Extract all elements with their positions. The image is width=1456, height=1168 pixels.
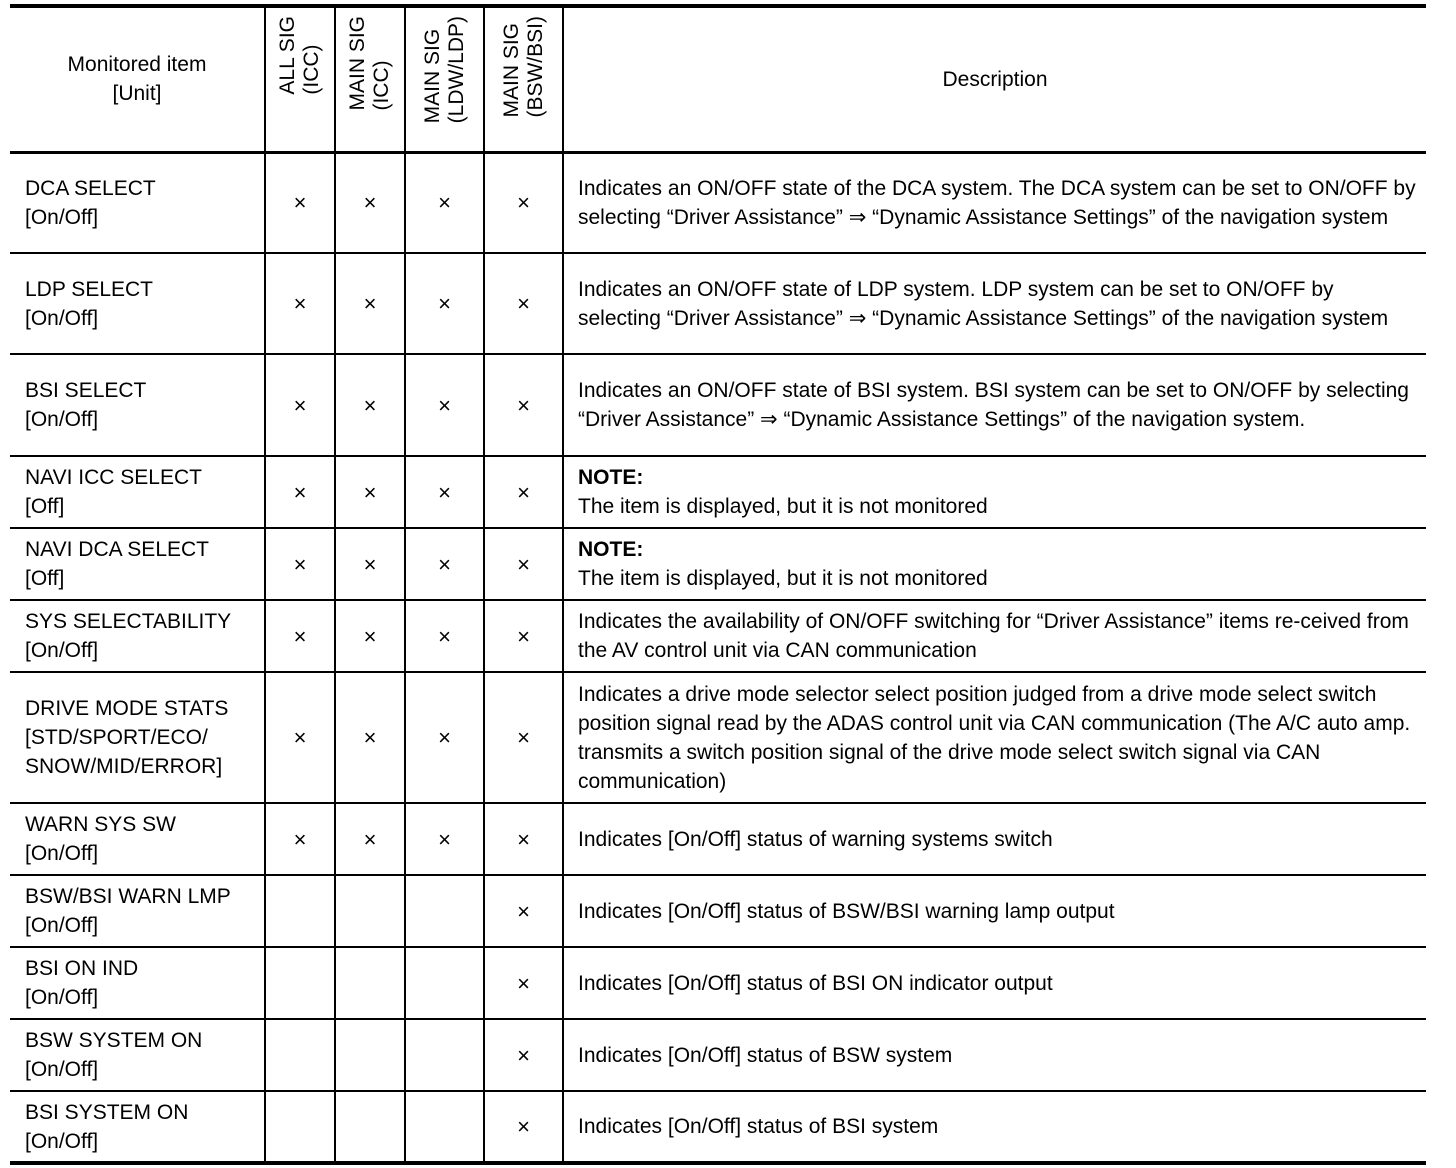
table-row xyxy=(10,1091,1426,1163)
signal-mark-col-4: × xyxy=(484,152,563,253)
signal-mark-col-3: × xyxy=(405,354,484,456)
signal-mark-col-2 xyxy=(335,1019,405,1091)
signal-mark-col-3 xyxy=(405,1019,484,1091)
signal-mark-col-4: × xyxy=(484,1091,563,1163)
monitored-item-cell xyxy=(10,947,265,1019)
description-cell xyxy=(563,875,1426,947)
signal-mark-col-3: × xyxy=(405,253,484,354)
description-cell xyxy=(563,152,1426,253)
table-row xyxy=(10,672,1426,803)
signal-mark-col-2: × xyxy=(335,672,405,803)
item-name: BSI ON IND xyxy=(25,957,139,980)
signal-mark-col-4: × xyxy=(484,672,563,803)
monitored-item-cell xyxy=(10,456,265,528)
item-name: NAVI ICC SELECT xyxy=(25,466,202,489)
item-unit: [Off] xyxy=(25,567,65,590)
signal-mark-col-4: × xyxy=(484,803,563,875)
signal-mark-col-2: × xyxy=(335,152,405,253)
signal-mark-col-1 xyxy=(265,947,335,1019)
item-name: DRIVE MODE STATS xyxy=(25,697,229,720)
description-cell xyxy=(563,1091,1426,1163)
item-unit: [On/Off] xyxy=(25,306,99,330)
monitor-item-table xyxy=(10,4,1426,1165)
signal-mark-col-2: × xyxy=(335,600,405,672)
table-row xyxy=(10,803,1426,875)
description-text: Indicates a drive mode selector select position judged from a drive mode select switch position signal read by the ADAS control unit via CAN communication (The A/C auto amp. transmits a switch position signal of the drive mode select switch signal via CAN communication) xyxy=(578,682,1411,793)
item-name: BSW SYSTEM ON xyxy=(25,1029,203,1052)
description-text: Indicates [On/Off] status of BSW system xyxy=(578,1043,953,1067)
table-row xyxy=(10,600,1426,672)
monitor-table-container xyxy=(10,4,1426,1165)
description-text: Indicates [On/Off] status of BSI ON indicator output xyxy=(578,971,1053,995)
signal-mark-col-4: × xyxy=(484,528,563,600)
monitored-item-cell xyxy=(10,672,265,803)
table-row xyxy=(10,152,1426,253)
signal-mark-col-3 xyxy=(405,1091,484,1163)
signal-mark-col-3: × xyxy=(405,803,484,875)
signal-mark-col-4: × xyxy=(484,875,563,947)
item-name: BSW/BSI WARN LMP xyxy=(25,885,231,908)
signal-mark-col-1 xyxy=(265,875,335,947)
description-text: Indicates an ON/OFF state of BSI system. BSI system can be set to ON/OFF by selecting “Driver Assistance” ⇒ “Dynamic Assistance Settings” of the navigation system. xyxy=(578,379,1409,431)
signal-mark-col-2: × xyxy=(335,456,405,528)
monitored-item-header xyxy=(10,6,265,152)
description-cell xyxy=(563,354,1426,456)
item-unit: [On/Off] xyxy=(25,1129,99,1153)
signal-mark-col-2: × xyxy=(335,253,405,354)
item-name: NAVI DCA SELECT xyxy=(25,538,209,561)
monitored-item-cell xyxy=(10,1019,265,1091)
table-header-row xyxy=(10,6,1426,152)
signal-mark-col-1: × xyxy=(265,456,335,528)
signal-mark-col-1: × xyxy=(265,803,335,875)
col-main-sig-icc-header: MAIN SIG (ICC) xyxy=(335,6,405,152)
item-name: DCA SELECT xyxy=(25,176,156,200)
description-text: Indicates an ON/OFF state of the DCA system. The DCA system can be set to ON/OFF by selecting “Driver Assistance” ⇒ “Dynamic Assistance Settings” of the navigation system xyxy=(578,176,1416,229)
monitored-item-cell xyxy=(10,600,265,672)
description-text: The item is displayed, but it is not monitored xyxy=(578,567,988,590)
description-text: Indicates [On/Off] status of warning systems switch xyxy=(578,827,1053,851)
description-text: Indicates the availability of ON/OFF switching for “Driver Assistance” items re-ceived from the AV control unit via CAN communication xyxy=(578,610,1409,662)
table-row xyxy=(10,875,1426,947)
item-unit: [On/Off] xyxy=(25,205,99,229)
note-label: NOTE: xyxy=(578,538,644,561)
signal-mark-col-4: × xyxy=(484,354,563,456)
item-unit: [On/Off] xyxy=(25,842,99,865)
table-row xyxy=(10,354,1426,456)
monitored-item-unit: [Unit] xyxy=(112,82,162,106)
signal-mark-col-4: × xyxy=(484,947,563,1019)
description-text: Indicates an ON/OFF state of LDP system. LDP system can be set to ON/OFF by selecting “Driver Assistance” ⇒ “Dynamic Assistance Settings” of the navigation system xyxy=(578,277,1389,330)
monitored-item-cell xyxy=(10,803,265,875)
item-unit: [On/Off] xyxy=(25,639,99,662)
monitored-item-cell xyxy=(10,528,265,600)
item-name: SYS SELECTABILITY xyxy=(25,610,232,633)
item-unit: [On/Off] xyxy=(25,408,99,431)
signal-mark-col-3: × xyxy=(405,672,484,803)
signal-mark-col-2: × xyxy=(335,528,405,600)
item-unit: [STD/SPORT/ECO/ SNOW/MID/ERROR] xyxy=(25,726,223,778)
table-row xyxy=(10,456,1426,528)
col-main-sig-bsw-bsi-header: MAIN SIG (BSW/BSI) xyxy=(484,6,563,152)
signal-mark-col-3: × xyxy=(405,600,484,672)
signal-mark-col-1: × xyxy=(265,600,335,672)
description-cell xyxy=(563,947,1426,1019)
signal-mark-col-1: × xyxy=(265,253,335,354)
monitored-item-cell xyxy=(10,152,265,253)
monitored-item-cell xyxy=(10,253,265,354)
description-text: Indicates [On/Off] status of BSI system xyxy=(578,1115,939,1138)
signal-mark-col-3: × xyxy=(405,528,484,600)
monitored-item-cell xyxy=(10,354,265,456)
description-cell xyxy=(563,528,1426,600)
signal-mark-col-1: × xyxy=(265,528,335,600)
signal-mark-col-2: × xyxy=(335,354,405,456)
signal-mark-col-4: × xyxy=(484,456,563,528)
signal-mark-col-1 xyxy=(265,1019,335,1091)
description-cell xyxy=(563,600,1426,672)
monitored-item-title: Monitored item xyxy=(67,53,207,77)
signal-mark-col-2 xyxy=(335,1091,405,1163)
description-cell xyxy=(563,672,1426,803)
item-unit: [Off] xyxy=(25,495,65,518)
description-text: Indicates [On/Off] status of BSW/BSI warning lamp output xyxy=(578,899,1115,923)
signal-mark-col-2 xyxy=(335,875,405,947)
signal-mark-col-2 xyxy=(335,947,405,1019)
signal-mark-col-4: × xyxy=(484,253,563,354)
signal-mark-col-3 xyxy=(405,947,484,1019)
col-all-sig-icc-header: ALL SIG (ICC) xyxy=(265,6,335,152)
signal-mark-col-4: × xyxy=(484,1019,563,1091)
description-cell xyxy=(563,803,1426,875)
monitored-item-cell xyxy=(10,875,265,947)
signal-mark-col-3: × xyxy=(405,152,484,253)
col-main-sig-ldw-ldp-header: MAIN SIG (LDW/LDP) xyxy=(405,6,484,152)
table-row xyxy=(10,1019,1426,1091)
note-label: NOTE: xyxy=(578,466,644,489)
table-row xyxy=(10,253,1426,354)
item-name: LDP SELECT xyxy=(25,277,153,301)
description-cell xyxy=(563,1019,1426,1091)
item-name: BSI SYSTEM ON xyxy=(25,1100,189,1124)
item-name: BSI SELECT xyxy=(25,379,147,402)
item-unit: [On/Off] xyxy=(25,1058,99,1081)
signal-mark-col-3: × xyxy=(405,456,484,528)
description-cell xyxy=(563,253,1426,354)
description-cell xyxy=(563,456,1426,528)
signal-mark-col-1: × xyxy=(265,354,335,456)
signal-mark-col-1: × xyxy=(265,152,335,253)
table-row xyxy=(10,947,1426,1019)
description-text: The item is displayed, but it is not monitored xyxy=(578,495,988,518)
signal-mark-col-4: × xyxy=(484,600,563,672)
description-header: Description xyxy=(563,6,1426,152)
monitored-item-cell xyxy=(10,1091,265,1163)
table-body xyxy=(10,152,1426,1163)
signal-mark-col-1: × xyxy=(265,672,335,803)
signal-mark-col-2: × xyxy=(335,803,405,875)
item-name: WARN SYS SW xyxy=(25,813,176,836)
item-unit: [On/Off] xyxy=(25,914,99,937)
signal-mark-col-3 xyxy=(405,875,484,947)
signal-mark-col-1 xyxy=(265,1091,335,1163)
item-unit: [On/Off] xyxy=(25,986,99,1009)
table-row xyxy=(10,528,1426,600)
